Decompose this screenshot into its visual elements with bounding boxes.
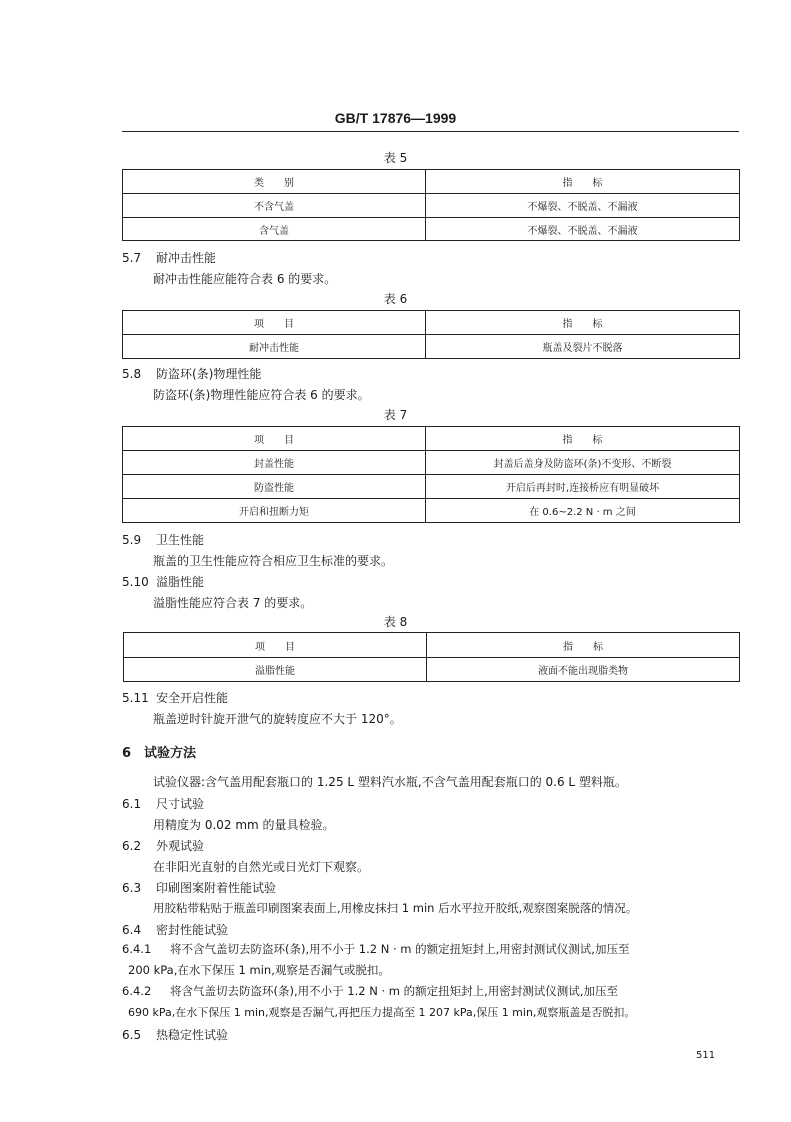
page-number: 511 (696, 1050, 716, 1061)
section-6-2-body: 在非阳光直射的自然光或日光灯下观察。 (153, 860, 370, 874)
section-title: 防盗环(条)物理性能 (156, 367, 262, 381)
section-5-7-heading (122, 249, 216, 266)
table6-cell: 瓶盖及裂片不脱落 (426, 335, 740, 359)
section-5-11-body: 瓶盖逆时针旋开泄气的旋转度应不大于 120°。 (153, 712, 402, 726)
section-title: 外观试验 (156, 839, 205, 853)
header-rule (122, 131, 739, 132)
table5 (122, 169, 740, 241)
section-number: 5.8 (122, 367, 142, 381)
section-title: 安全开启性能 (156, 691, 229, 705)
table5-cell: 不爆裂、不脱盖、不漏液 (426, 194, 740, 218)
section-number: 5.7 (122, 251, 142, 265)
section-number: 6.4 (122, 923, 142, 937)
table8-header-index: 指 标 (427, 633, 740, 658)
section-title: 卫生性能 (156, 533, 205, 547)
section-title: 耐冲击性能 (156, 251, 217, 265)
section-5-10-body: 溢脂性能应符合表 7 的要求。 (153, 596, 313, 610)
table6 (122, 310, 740, 359)
section-6-3-body: 用胶粘带粘贴于瓶盖印刷图案表面上,用橡皮抹扫 1 min 后水平拉开胶纸,观察图案脱落的情况。 (153, 901, 638, 915)
section-6-4-2-line1 (122, 983, 618, 999)
table7-cell: 防盗性能 (123, 475, 426, 499)
table5-cell: 不爆裂、不脱盖、不漏液 (426, 218, 740, 241)
section-5-11-heading (122, 689, 228, 706)
section-number: 6.1 (122, 797, 142, 811)
table7-cell: 开启后再封时,连接桥应有明显破坏 (426, 475, 740, 499)
table7-cell: 开启和扭断力矩 (123, 499, 426, 523)
table7-cell: 在 0.6~2.2 N · m 之间 (426, 499, 740, 523)
section-5-10-heading (122, 573, 204, 590)
table7-cell: 封盖性能 (123, 451, 426, 475)
table8-caption: 表 8 (383, 615, 408, 629)
table6-caption: 表 6 (383, 292, 408, 306)
table7-caption: 表 7 (383, 408, 408, 422)
section-6-1-body: 用精度为 0.02 mm 的量具检验。 (153, 818, 335, 832)
section-title: 溢脂性能 (156, 575, 205, 589)
section-number: 6.3 (122, 881, 142, 895)
table8-header-item: 项 目 (124, 633, 427, 658)
table8-cell: 液面不能出现脂类物 (427, 658, 740, 682)
table6-header-item: 项 目 (123, 311, 426, 335)
section-6-2-heading (122, 837, 204, 854)
table6-header-index: 指 标 (426, 311, 740, 335)
table7-header-item: 项 目 (123, 427, 426, 451)
section-title: 试验方法 (144, 746, 197, 761)
section-title: 密封性能试验 (156, 923, 229, 937)
section-number: 5.10 (122, 575, 149, 589)
section-5-8-body: 防盗环(条)物理性能应符合表 6 的要求。 (153, 388, 370, 402)
table8 (123, 632, 740, 682)
section-6-4-heading (122, 921, 228, 938)
section-6-5-heading (122, 1026, 228, 1043)
table5-header-category: 类 别 (123, 170, 426, 194)
table5-cell: 含气盖 (123, 218, 426, 241)
section-number: 6.4.1 (122, 942, 152, 956)
section-6-4-1-line2: 200 kPa,在水下保压 1 min,观察是否漏气或脱扣。 (128, 963, 390, 977)
section-5-8-heading (122, 365, 261, 382)
section-5-7-body: 耐冲击性能应能符合表 6 的要求。 (153, 272, 337, 286)
table6-cell: 耐冲击性能 (123, 335, 426, 359)
section-number: 5.11 (122, 691, 149, 705)
section-title: 印刷图案附着性能试验 (156, 881, 277, 895)
standard-number: GB/T 17876—1999 (334, 110, 457, 126)
table7 (122, 426, 740, 523)
section-title: 热稳定性试验 (156, 1028, 229, 1042)
section-6-1-heading (122, 795, 204, 812)
table5-header-index: 指 标 (426, 170, 740, 194)
section-5-9-heading (122, 531, 204, 548)
table7-header-index: 指 标 (426, 427, 740, 451)
section-6-4-1-line1 (122, 941, 629, 957)
section-6-4-2-line2: 690 kPa,在水下保压 1 min,观察是否漏气,再把压力提高至 1 207 kPa,保压 1 min,观察瓶盖是否脱扣。 (128, 1006, 636, 1019)
section-6-3-heading (122, 879, 276, 896)
section-number: 6.4.2 (122, 984, 152, 998)
section-text: 将含气盖切去防盗环(条),用不小于 1.2 N · m 的额定扭矩封上,用密封测试仪测试,加压至 (170, 984, 618, 998)
section-5-9-body: 瓶盖的卫生性能应符合相应卫生标准的要求。 (153, 554, 394, 568)
section-6-heading (122, 742, 196, 761)
table8-cell: 溢脂性能 (124, 658, 427, 682)
section-number: 5.9 (122, 533, 142, 547)
section-text: 将不含气盖切去防盗环(条),用不小于 1.2 N · m 的额定扭矩封上,用密封测试仪测试,加压至 (170, 942, 630, 956)
table5-caption: 表 5 (383, 151, 408, 165)
section-title: 尺寸试验 (156, 797, 205, 811)
section-6-body: 试验仪器:含气盖用配套瓶口的 1.25 L 塑料汽水瓶,不含气盖用配套瓶口的 0.6 L 塑料瓶。 (153, 775, 627, 789)
section-number: 6 (122, 746, 132, 761)
table5-cell: 不含气盖 (123, 194, 426, 218)
table7-cell: 封盖后盖身及防盗环(条)不变形、不断裂 (426, 451, 740, 475)
section-number: 6.2 (122, 839, 142, 853)
section-number: 6.5 (122, 1028, 142, 1042)
